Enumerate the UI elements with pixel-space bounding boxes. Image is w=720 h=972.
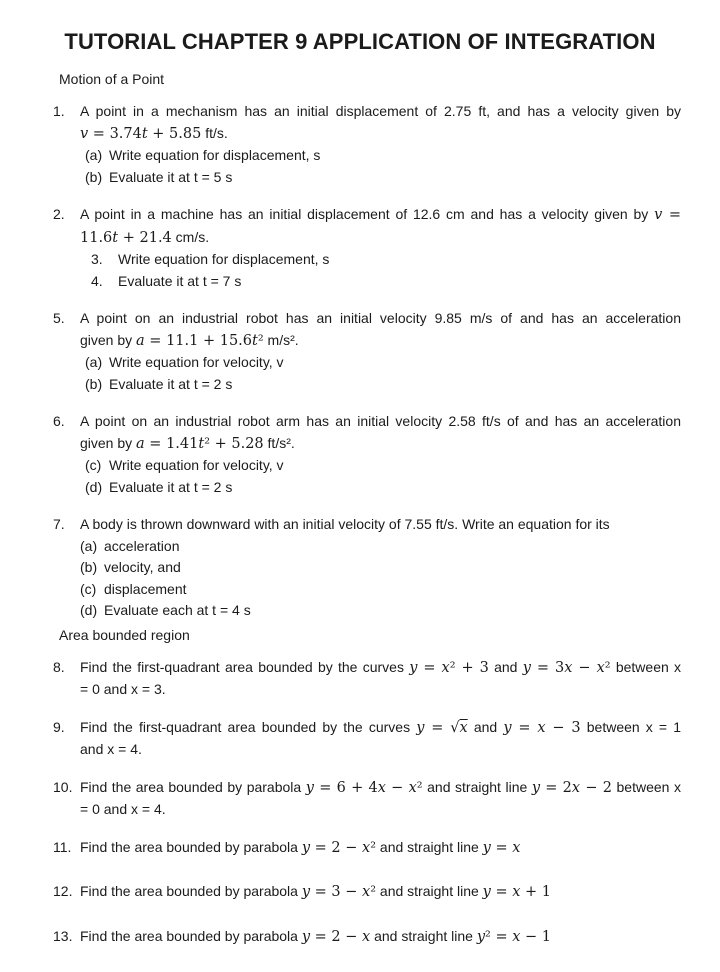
subitem-text: Write equation for velocity, v [109,457,284,473]
math-fragment: + 1 [520,884,552,900]
math-fragment: − 3 [545,719,581,736]
problem-item [53,204,681,292]
subitem-text: Evaluate it at t = 2 s [109,375,233,392]
problem-number: 5. [53,310,65,326]
math-variable: x [512,839,521,856]
math-variable: a [136,435,145,452]
subitem-label: (a) [85,147,103,163]
problem-number: 10. [53,778,73,795]
math-variable: x [362,928,371,945]
text-fragment: Find the area bounded by parabola [80,883,302,899]
text-fragment: and x = 4. [80,741,142,757]
problem-item [53,881,681,904]
math-variable: y [301,884,311,900]
section [53,627,681,949]
problem-content [80,204,681,292]
section-heading: Area bounded region [59,626,190,643]
section [53,71,681,622]
text-fragment: Find the first-quadrant area bounded by the curves [80,658,410,675]
problem-line [80,330,681,353]
text-fragment: and straight line [422,778,532,795]
problem-line [80,123,681,146]
problem-line [80,679,681,701]
text-fragment: ft/s². [263,434,295,451]
math-variable: a [136,332,145,349]
text-fragment: Find the area bounded by parabola [80,838,302,855]
text-fragment: A point in a machine has an initial displacement of 12.6 cm and has a velocity given by [80,206,655,222]
subitem [80,249,681,271]
subitem-label: (a) [80,537,98,554]
text-fragment: and straight line [370,927,477,944]
problem-line [80,101,681,123]
problem-line [80,204,681,227]
subitem-text: velocity, and [104,559,181,575]
subitem [80,557,681,579]
math-fragment: − 1 [520,928,551,945]
problem-content [80,926,681,949]
subitem-label: (b) [80,559,98,575]
text-fragment: and [488,658,523,675]
text-fragment: A point in a mechanism has an initial displacement of 2.75 ft, and has a velocity given by [80,103,681,119]
math-variable: y [301,839,311,856]
subitem-text: Write equation for displacement, s [118,251,330,267]
problem-line [80,881,681,904]
problem-item [53,717,681,761]
math-variable: y [522,659,531,676]
math-variable: y [476,928,486,945]
math-fragment: = 2 − [310,839,363,856]
text-fragment: A point on an industrial robot arm has an initial velocity 2.58 ft/s of and has an acceleration [80,413,681,429]
problem-item [53,837,681,860]
math-variable: x [441,659,450,676]
problem-item [53,101,681,188]
problem-item [53,308,681,395]
section-heading: Motion of a Point [59,71,165,87]
math-fragment: = 1.41 [144,435,199,452]
problem-line [80,657,681,680]
subitem [80,536,681,558]
problem-number: 1. [53,103,65,119]
problem-number: 9. [53,718,65,735]
problem-content [80,881,681,904]
radical-symbol: √ [450,719,460,736]
subitem [80,477,681,499]
text-fragment: given by [80,434,137,451]
math-fragment: = 11.1 + 15.6 [144,332,253,349]
problem-content [80,837,681,860]
text-fragment: and straight line [376,838,483,855]
subitem-text: Evaluate it at t = 5 s [109,168,233,185]
problem-line [80,777,681,800]
problem-content [80,717,681,761]
math-fragment: ² [604,659,611,676]
subitem-label: (d) [85,478,103,495]
problem-content [80,101,681,188]
subitem-label: (c) [80,580,97,597]
math-fragment: ² [416,779,423,796]
math-variable: y [409,659,418,676]
subitem [80,374,681,396]
math-variable: y [416,719,425,736]
text-fragment: m/s². [263,331,299,348]
problem-line [80,433,681,456]
math-fragment: − 2 [580,779,612,796]
page-title: TUTORIAL CHAPTER 9 APPLICATION OF INTEGRATION [64,29,656,54]
math-variable: x [512,928,521,945]
math-variable: y [503,719,512,736]
problem-number: 13. [53,927,73,944]
math-fragment: = 6 + 4 [313,779,378,796]
text-fragment: Find the first-quadrant area bounded by the curves [80,718,417,735]
math-variable: x [564,659,573,676]
problem-line [80,837,681,860]
problem-line [80,227,681,250]
math-variable: t [198,435,205,452]
problem-number: 11. [53,838,72,855]
problem-content [80,514,681,622]
problem-line [80,308,681,330]
math-variable: x [571,779,581,796]
math-variable: v [80,125,89,142]
subitem-label: (b) [85,168,103,185]
text-fragment: and straight line [376,883,483,899]
subitem-text: Evaluate each at t = 4 s [104,602,251,618]
text-fragment: = 0 and x = 3. [80,681,166,697]
math-fragment: 11.6 [80,229,113,246]
math-variable: t [252,332,258,349]
subitem-label: (b) [85,375,103,392]
subitem-text: Write equation for displacement, s [109,147,321,163]
math-variable: x [362,839,371,856]
math-fragment: = 2 − [310,928,363,945]
math-variable: y [301,928,311,945]
sqrt-expression [450,719,467,735]
math-variable: v [654,207,663,223]
text-fragment: Find the area bounded by parabola [80,927,302,944]
math-fragment: ² = [485,928,513,945]
problem-item [53,926,681,949]
problem-line [80,514,681,536]
sections [53,71,681,948]
math-variable: t [112,229,119,246]
problem-number: 7. [53,516,65,532]
math-fragment: = [490,839,513,856]
subitem [80,600,681,622]
text-fragment: = 0 and x = 4. [80,801,166,817]
text-fragment: given by [80,331,137,348]
math-fragment: ² + 5.28 [204,435,264,452]
subitem-label: 3. [91,251,103,267]
text-fragment: cm/s. [171,228,210,245]
math-fragment: ² + 3 [449,659,489,676]
math-fragment: ² [370,839,377,856]
problem-number: 2. [53,206,65,222]
subitem-text: displacement [104,580,187,597]
problem-line [80,717,681,740]
text-fragment: between x [611,778,681,795]
math-variable: y [482,839,491,856]
math-variable: x [596,659,605,676]
problem-line [80,411,681,433]
text-fragment: A body is thrown downward with an initial velocity of 7.55 ft/s. Write an equation for its [80,516,610,532]
subitem [80,271,681,293]
problem-number: 12. [53,883,73,899]
math-variable: y [305,779,314,796]
text-fragment: ft/s. [201,124,228,141]
math-fragment: = 3.74 [88,125,142,142]
text-fragment: between x = 1 [580,718,682,735]
math-fragment: = 3 [530,659,565,676]
math-fragment: − [572,659,597,676]
math-fragment: + 21.4 [118,229,172,246]
problem-content [80,777,681,821]
problem-content [80,411,681,498]
text-fragment: between x [610,658,682,675]
math-fragment: = [662,207,681,223]
problem-number: 6. [53,413,65,429]
math-variable: x [512,884,521,900]
subitem [80,352,681,374]
problem-line [80,926,681,949]
subitem-text: Write equation for velocity, v [109,354,284,370]
subitem [80,579,681,601]
math-fragment: + 5.85 [147,125,202,142]
math-fragment: ² [370,884,377,900]
math-variable: y [482,884,491,900]
math-fragment: = [490,884,513,900]
problem-number: 8. [53,658,65,675]
subitem-label: (d) [80,602,98,618]
radicand: x [459,719,468,736]
subitem [80,145,681,167]
math-variable: x [537,719,546,736]
problem-content [80,657,681,701]
problem-line [80,739,681,761]
math-fragment: − [385,779,409,796]
math-fragment: ² [257,332,264,349]
subitem-text: acceleration [104,537,180,554]
math-variable: x [377,779,386,796]
subitem-text: Evaluate it at t = 7 s [118,272,242,289]
subitem-label: (c) [85,457,102,473]
math-variable: x [362,884,371,900]
math-variable: y [531,779,541,796]
math-fragment: = 2 [540,779,572,796]
subitem-label: 4. [91,272,103,289]
subitem-text: Evaluate it at t = 2 s [109,478,233,495]
math-fragment: = 3 − [310,884,363,900]
subitem [80,455,681,477]
text-fragment: Find the area bounded by parabola [80,778,306,795]
problem-item [53,777,681,821]
math-fragment: = [424,719,451,736]
math-fragment: = [511,719,538,736]
math-variable: x [408,779,417,796]
problem-item [53,514,681,622]
subitem [80,167,681,189]
problem-line [80,799,681,821]
math-fragment: = [417,659,442,676]
problem-item [53,411,681,498]
subitem-label: (a) [85,354,103,370]
problem-content [80,308,681,395]
text-fragment: and [467,718,504,735]
problem-item [53,657,681,701]
math-variable: t [141,125,148,142]
text-fragment: A point on an industrial robot has an initial velocity 9.85 m/s of and has an acceleration [80,310,681,326]
